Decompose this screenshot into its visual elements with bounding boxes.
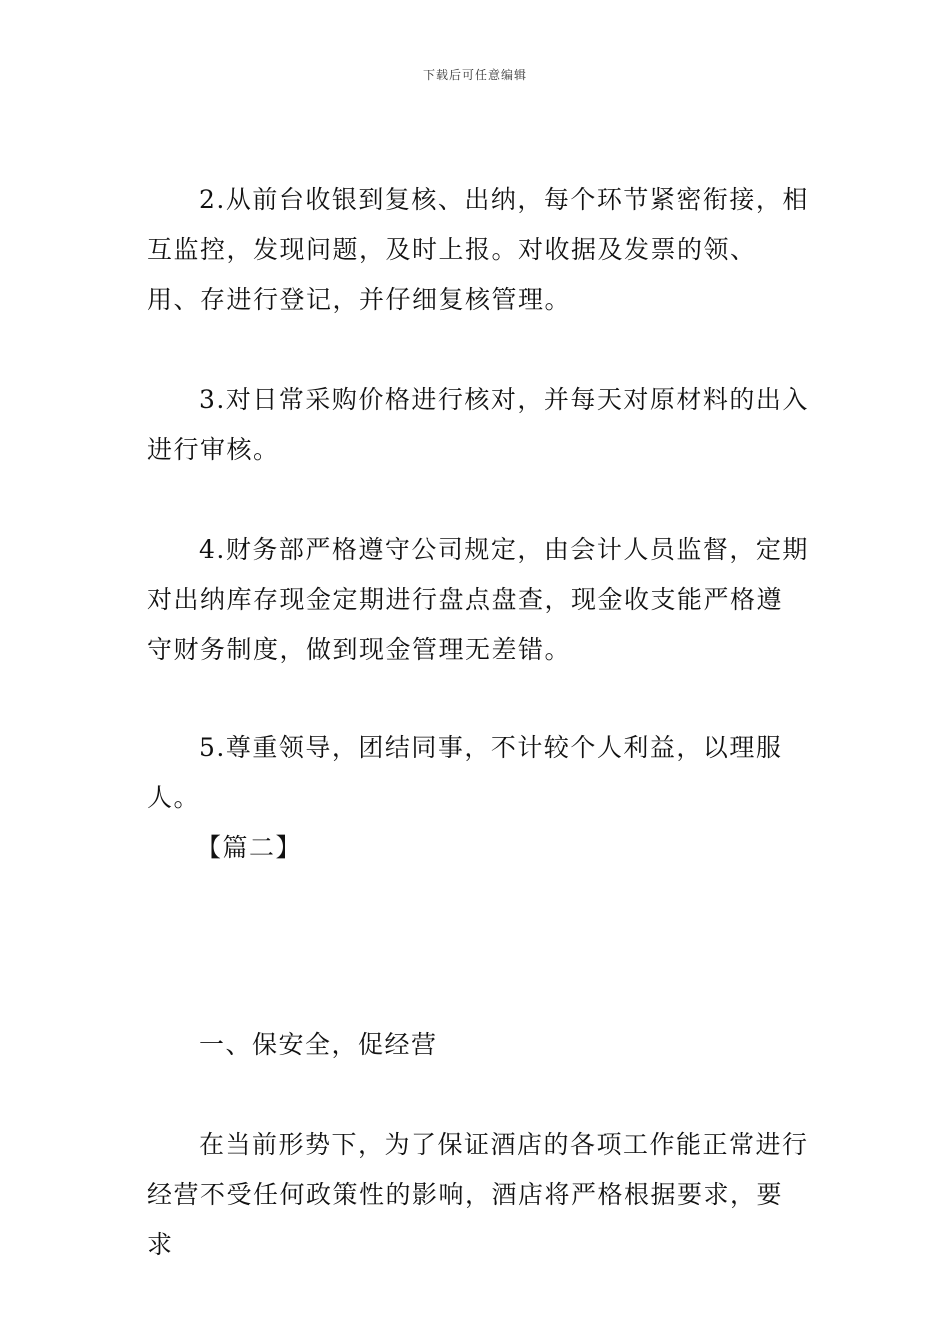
heading-1: 一、保安全，促经营 [199,1030,438,1059]
section-title: 【篇二】 [196,833,303,862]
paragraph-5: 5.尊重领导，团结同事，不计较个人利益，以理服人。 [147,733,783,812]
paragraph-4: 4.财务部严格遵守公司规定，由会计人员监督，定期对出纳库存现金定期进行盘点盘查，现金收支能严格遵守财务制度，做到现金管理无差错。 [147,535,809,664]
paragraph-6: 在当前形势下，为了保证酒店的各项工作能正常进行经营不受任何政策性的影响，酒店将严格根据要求，要求 [147,1130,809,1259]
paragraph-3: 3.对日常采购价格进行核对，并每天对原材料的出入进行审核。 [147,385,809,464]
page-header: 下载后可任意编辑 [422,68,527,82]
paragraph-2: 2.从前台收银到复核、出纳，每个环节紧密衔接，相互监控，发现问题，及时上报。对收据及发票的领、用、存进行登记，并仔细复核管理。 [147,185,809,314]
